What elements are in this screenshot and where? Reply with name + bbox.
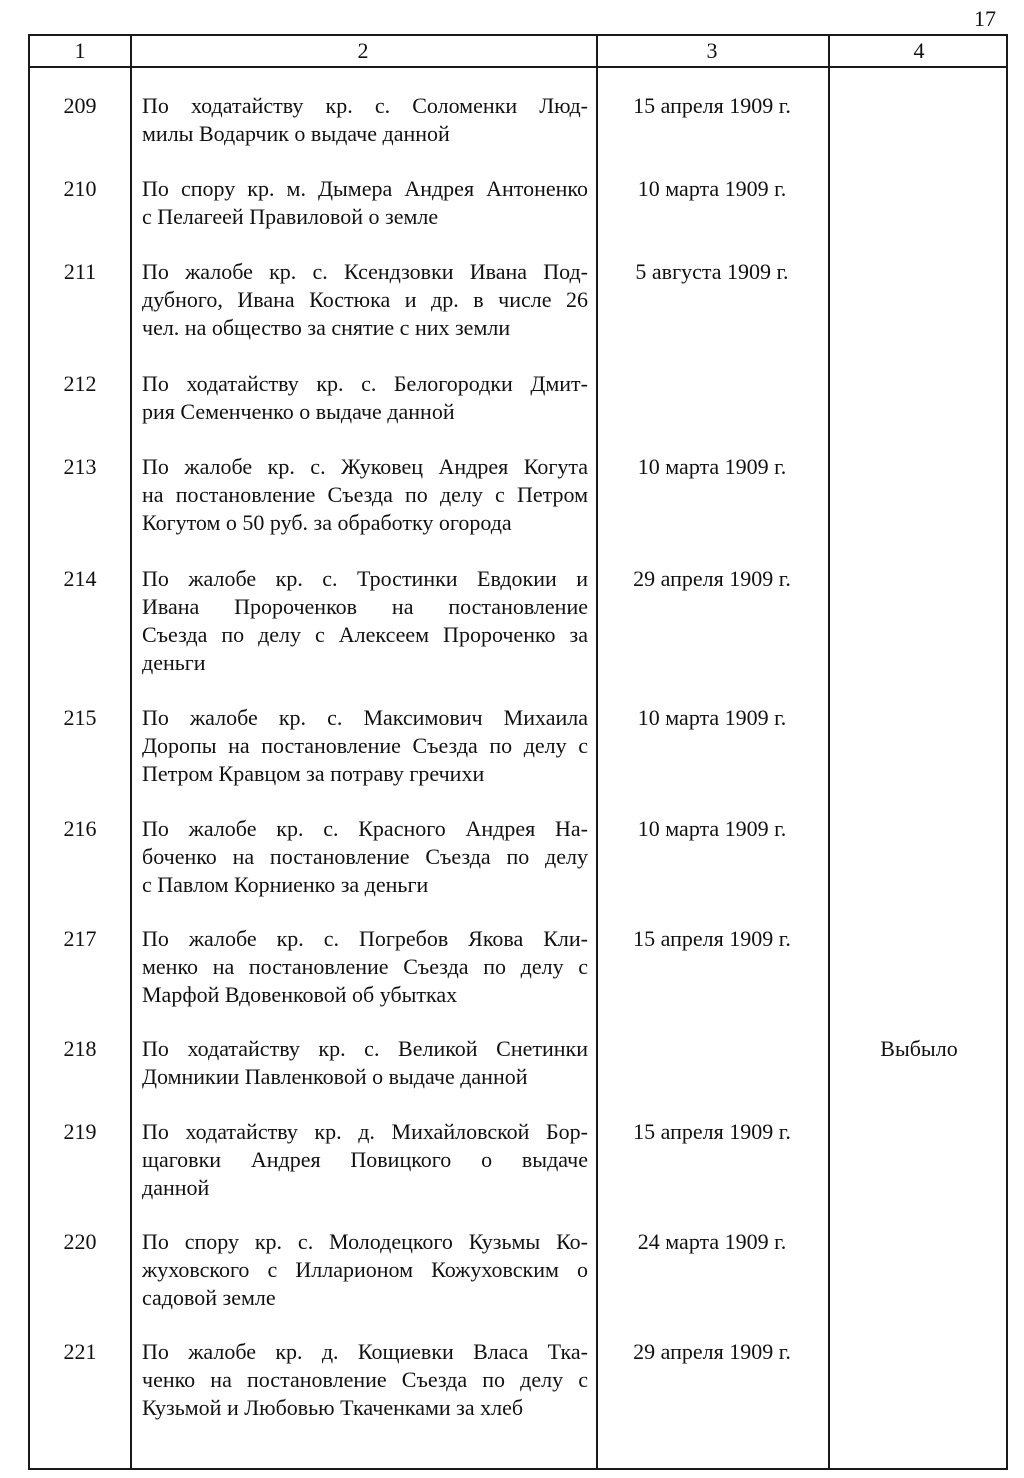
column-header-3: 3: [706, 38, 718, 63]
entry-note: Выбыло: [880, 1036, 958, 1061]
entry-date: 10 марта 1909 г.: [637, 705, 787, 730]
description-line: По жалобе кр. с. Тростинки Евдокии и: [142, 566, 588, 591]
entry-number: 215: [63, 705, 97, 730]
column-header-1: 1: [74, 38, 86, 63]
description-line: По жалобе кр. д. Кощиевки Власа Тка-: [142, 1339, 588, 1364]
description-line: По спору кр. м. Дымера Андрея Антоненко: [142, 176, 588, 201]
entry-number: 209: [63, 93, 97, 118]
entry-description: [142, 1338, 588, 1422]
description-line: данной: [142, 1175, 210, 1200]
entry-number: 218: [63, 1036, 97, 1061]
entry-number: 216: [63, 816, 97, 841]
entry-description: [142, 453, 588, 537]
register-table: [28, 34, 1008, 1470]
entry-date: 15 апреля 1909 г.: [633, 93, 791, 118]
description-line: на постановление Съезда по делу с Петром: [142, 482, 588, 507]
entry-date: 10 марта 1909 г.: [637, 176, 787, 201]
entry-date: 29 апреля 1909 г.: [633, 1339, 791, 1364]
description-line: Съезда по делу с Алексеем Пророченко за: [142, 622, 588, 647]
description-line: По ходатайству кр. с. Соломенки Люд-: [142, 93, 588, 118]
description-line: с Павлом Корниенко за деньги: [142, 872, 429, 897]
entry-description: [142, 1228, 588, 1312]
description-line: Доропы на постановление Съезда по делу с: [142, 733, 588, 758]
description-line: По жалобе кр. с. Максимович Михаила: [142, 705, 588, 730]
description-line: По ходатайству кр. с. Белогородки Дмит-: [142, 371, 588, 396]
description-line: Ивана Пророченков на постановление: [142, 594, 588, 619]
entry-number: 220: [63, 1229, 97, 1254]
entry-description: [142, 815, 588, 899]
entry-date: 10 марта 1909 г.: [637, 454, 787, 479]
description-line: Кузьмой и Любовью Ткаченками за хлеб: [142, 1395, 524, 1420]
entry-number: 219: [63, 1119, 97, 1144]
description-line: менко на постановление Съезда по делу с: [142, 954, 588, 979]
description-line: боченко на постановление Съезда по делу: [142, 844, 588, 869]
entry-number: 211: [63, 259, 97, 284]
description-line: дубного, Ивана Костюка и др. в числе 26: [142, 287, 588, 312]
column-divider: [130, 36, 132, 1468]
description-line: милы Водарчик о выдаче данной: [142, 121, 450, 146]
entry-description: [142, 925, 588, 1009]
description-line: Петром Кравцом за потраву гречихи: [142, 761, 485, 786]
description-line: чел. на общество за снятие с них земли: [142, 315, 511, 340]
entry-date: 5 августа 1909 г.: [635, 259, 789, 284]
description-line: садовой земле: [142, 1285, 276, 1310]
entry-date: 24 марта 1909 г.: [637, 1229, 787, 1254]
entry-number: 214: [63, 566, 97, 591]
description-line: По спору кр. с. Молодецкого Кузьмы Ко-: [142, 1229, 588, 1254]
entry-number: 213: [63, 454, 97, 479]
description-line: деньги: [142, 650, 206, 675]
column-header-4: 4: [913, 38, 925, 63]
description-line: с Пелагеей Правиловой о земле: [142, 204, 439, 229]
table-header: [30, 36, 1006, 68]
entry-description: [142, 704, 588, 788]
description-line: По жалобе кр. с. Жуковец Андрея Когута: [142, 454, 588, 479]
entry-number: 210: [63, 176, 97, 201]
description-line: Марфой Вдовенковой об убытках: [142, 982, 458, 1007]
entry-description: [142, 1118, 588, 1202]
description-line: жуховского с Илларионом Кожуховским о: [142, 1257, 588, 1282]
column-header-2: 2: [357, 38, 369, 63]
entry-date: 15 апреля 1909 г.: [633, 926, 791, 951]
entry-date: 29 апреля 1909 г.: [633, 566, 791, 591]
entry-description: [142, 258, 588, 342]
description-line: щаговки Андрея Повицкого о выдаче: [142, 1147, 588, 1172]
entry-number: 217: [63, 926, 97, 951]
description-line: Домникии Павленковой о выдаче данной: [142, 1064, 528, 1089]
entry-date: 15 апреля 1909 г.: [633, 1119, 791, 1144]
description-line: По жалобе кр. с. Ксендзовки Ивана Под-: [142, 259, 588, 284]
entry-description: [142, 370, 588, 426]
column-divider: [828, 36, 830, 1468]
entry-number: 212: [63, 371, 97, 396]
description-line: По жалобе кр. с. Красного Андрея На-: [142, 816, 588, 841]
entry-description: [142, 1035, 588, 1091]
description-line: По ходатайству кр. д. Михайловской Бор-: [142, 1119, 588, 1144]
entry-description: [142, 565, 588, 677]
description-line: По жалобе кр. с. Погребов Якова Кли-: [142, 926, 588, 951]
entry-date: 10 марта 1909 г.: [637, 816, 787, 841]
page-number: 17: [974, 6, 996, 31]
entry-description: [142, 175, 588, 231]
entry-number: 221: [63, 1339, 97, 1364]
description-line: Когутом о 50 руб. за обработку огорода: [142, 510, 512, 535]
description-line: По ходатайству кр. с. Великой Снетинки: [142, 1036, 588, 1061]
entry-description: [142, 92, 588, 148]
description-line: рия Семенченко о выдаче данной: [142, 399, 455, 424]
description-line: ченко на постановление Съезда по делу с: [142, 1367, 588, 1392]
